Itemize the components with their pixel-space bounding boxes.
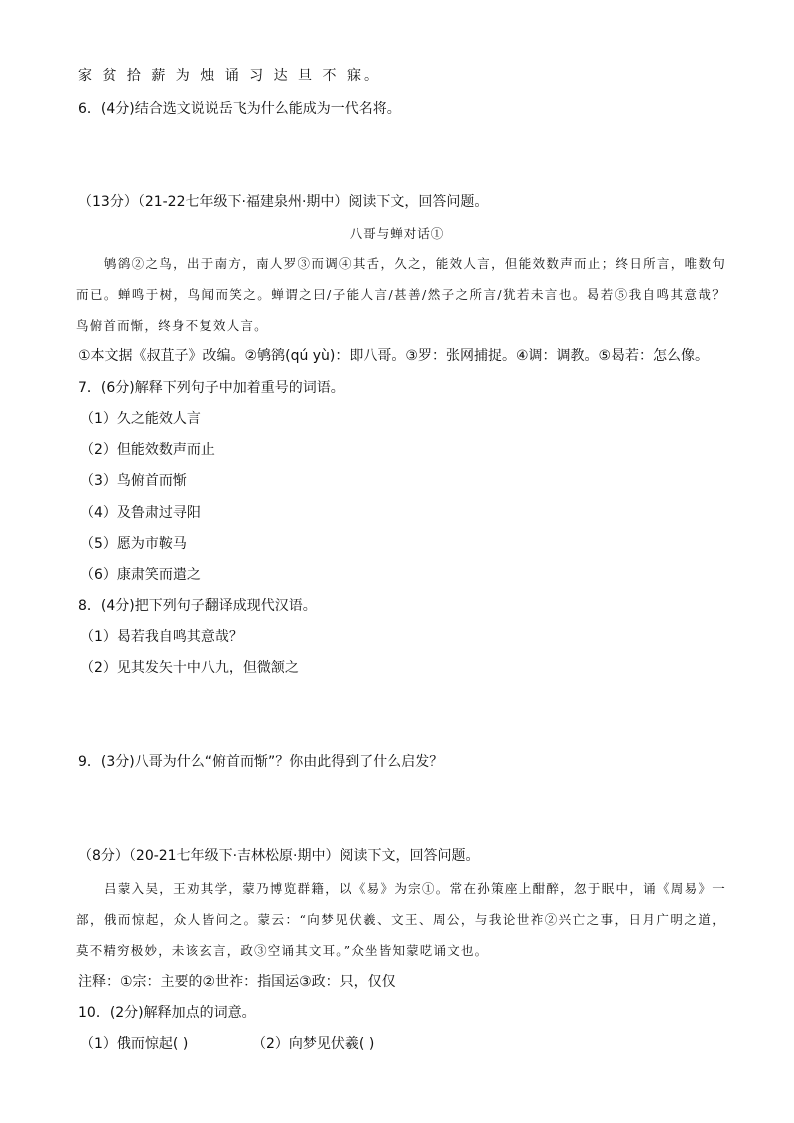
passage-2-text: 吕蒙入吴，王劝其学，蒙乃博览群籍，以《易》为宗①。常在孙策座上酣醉，忽于眠中，诵《周易》一部，俄而惊起，众人皆问之。蒙云：“向梦见伏羲、文王、周公，与我论世祚②兴亡之事，日月广明之道，莫不精穷极妙，未该玄言，政③空诵其文耳。”众坐皆知蒙呓诵文也。	[76, 881, 726, 958]
passage-2-notes: 注释：①宗：主要的②世祚：指国运③政：只，仅仅	[78, 974, 396, 990]
question-7-item-6: （6）康肃笑而遣之	[80, 567, 201, 583]
question-7-item-1: （1）久之能效人言	[80, 411, 201, 427]
question-10-item-2: （2）向梦见伏羲( )	[252, 1036, 375, 1052]
closing-line: 家 贫 拾 薪 为 烛 诵 习 达 旦 不 寐。	[78, 68, 381, 84]
question-7-item-4: （4）及鲁肃过寻阳	[80, 505, 201, 521]
question-7-item-3: （3）鸟俯首而惭	[80, 473, 187, 489]
question-8-item-1: （1）曷若我自鸣其意哉？	[80, 629, 243, 645]
question-7-item-5: （5）愿为市鞍马	[80, 536, 187, 552]
question-6: 6．(4分)结合选文说说岳飞为什么能成为一代名将。	[78, 101, 401, 117]
section-2-header: （8分）（20-21七年级下·吉林松原·期中）阅读下文，回答问题。	[78, 848, 480, 864]
passage-1-text: 鸲鹆②之鸟，出于南方，南人罗③而调④其舌，久之，能效人言，但能效数声而止；终日所言，唯数句而已。蝉鸣于树，鸟闻而笑之。蝉谓之曰/子能人言/甚善/然子之所言/犹若未言也。曷若⑤我自鸣其意哉？鸟俯首而惭，终身不复效人言。	[76, 256, 726, 333]
section-1-header: （13分）（21-22七年级下·福建泉州·期中）阅读下文，回答问题。	[78, 194, 489, 210]
question-8-stem: 8．(4分)把下列句子翻译成现代汉语。	[78, 598, 317, 614]
passage-1-title: 八哥与蝉对话①	[349, 226, 445, 241]
question-7-stem: 7．(6分)解释下列句子中加着重号的词语。	[78, 380, 345, 396]
question-8-item-2: （2）见其发矢十中八九，但微颔之	[80, 660, 299, 676]
question-7-item-2: （2）但能效数声而止	[80, 442, 215, 458]
question-10-item-1: （1）俄而惊起( )	[80, 1036, 189, 1052]
question-9-stem: 9．(3分)八哥为什么“俯首而惭”？你由此得到了什么启发？	[78, 754, 444, 770]
passage-1-notes: ①本文据《叔苴子》改编。②鸲鹆(qú yù)：即八哥。③罗：张网捕捉。④调：调教。⑤曷若：怎么像。	[78, 348, 710, 364]
question-10-stem: 10．(2分)解释加点的词意。	[78, 1005, 256, 1021]
